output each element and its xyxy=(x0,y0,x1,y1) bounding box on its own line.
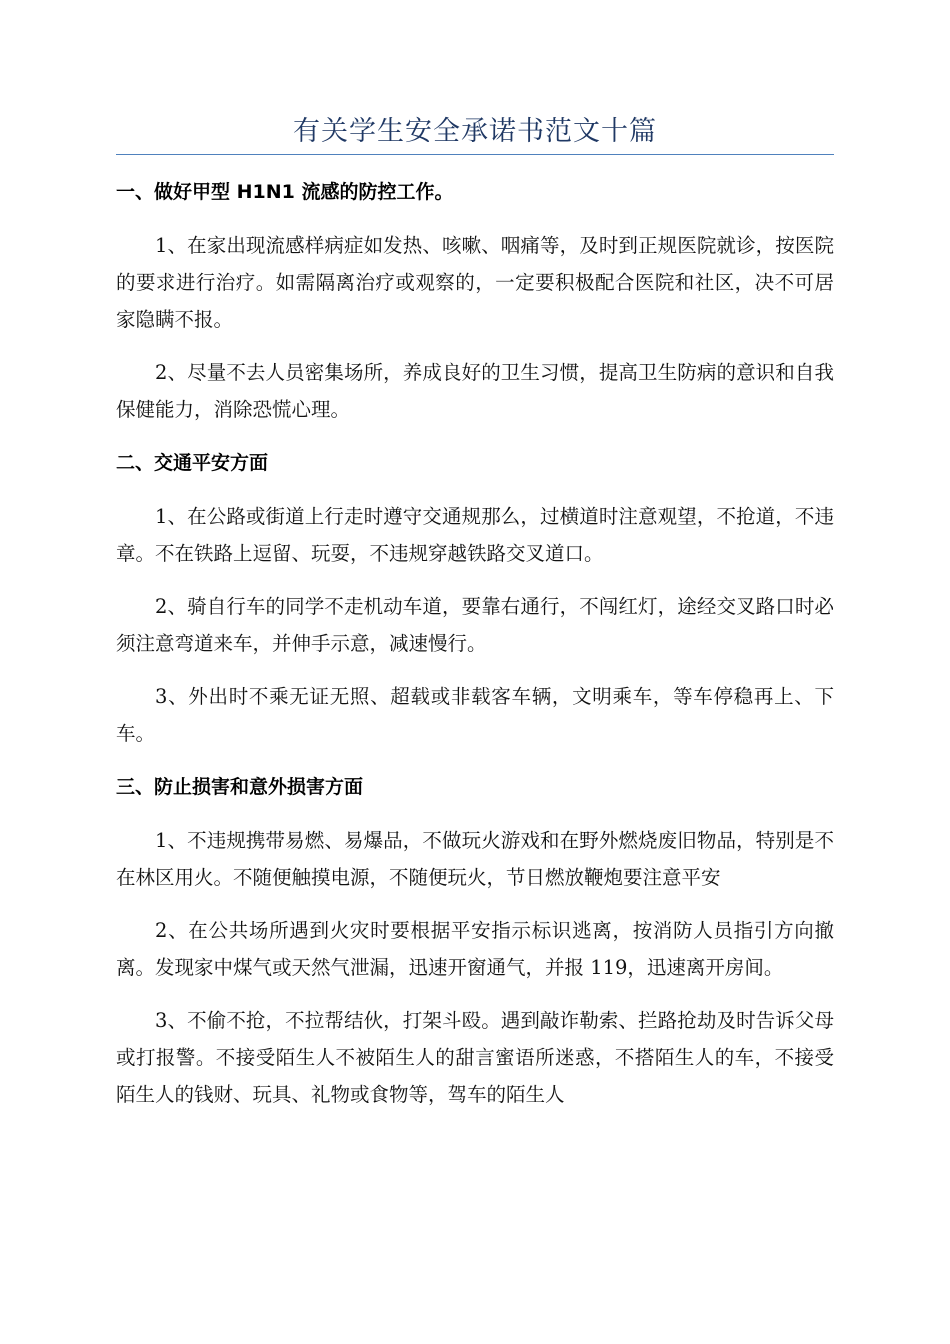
document-title: 有关学生安全承诺书范文十篇 xyxy=(293,116,657,147)
paragraph: 3、不偷不抢，不拉帮结伙，打架斗殴。遇到敲诈勒索、拦路抢劫及时告诉父母或打报警。不接受陌生人不被陌生人的甜言蜜语所迷惑，不搭陌生人的车，不接受陌生人的钱财、玩具、礼物或食物等，驾车的陌生人 xyxy=(116,1009,834,1106)
section-heading: 二、交通平安方面 xyxy=(116,452,269,474)
paragraph: 1、不违规携带易燃、易爆品，不做玩火游戏和在野外燃烧废旧物品，特别是不在林区用火。不随便触摸电源，不随便玩火，节日燃放鞭炮要注意平安 xyxy=(116,829,834,889)
paragraph: 2、在公共场所遇到火灾时要根据平安指示标识逃离，按消防人员指引方向撤离。发现家中煤气或天然气泄漏，迅速开窗通气，并报 119，迅速离开房间。 xyxy=(116,919,834,979)
paragraph: 3、外出时不乘无证无照、超载或非载客车辆，文明乘车，等车停稳再上、下车。 xyxy=(116,685,834,745)
title-underline xyxy=(116,154,834,155)
paragraph: 2、尽量不去人员密集场所，养成良好的卫生习惯，提高卫生防病的意识和自我保健能力，消除恐慌心理。 xyxy=(116,361,834,421)
document-body xyxy=(116,173,834,1129)
section-heading: 一、做好甲型 H1N1 流感的防控工作。 xyxy=(116,181,454,203)
paragraph: 1、在家出现流感样病症如发热、咳嗽、咽痛等，及时到正规医院就诊，按医院的要求进行治疗。如需隔离治疗或观察的，一定要积极配合医院和社区，决不可居家隐瞒不报。 xyxy=(116,234,834,331)
paragraph: 1、在公路或街道上行走时遵守交通规那么，过横道时注意观望，不抢道，不违章。不在铁路上逗留、玩耍，不违规穿越铁路交叉道口。 xyxy=(116,505,834,565)
paragraph: 2、骑自行车的同学不走机动车道，要靠右通行，不闯红灯，途经交叉路口时必须注意弯道来车，并伸手示意，减速慢行。 xyxy=(116,595,834,655)
section-heading: 三、防止损害和意外损害方面 xyxy=(116,776,364,798)
